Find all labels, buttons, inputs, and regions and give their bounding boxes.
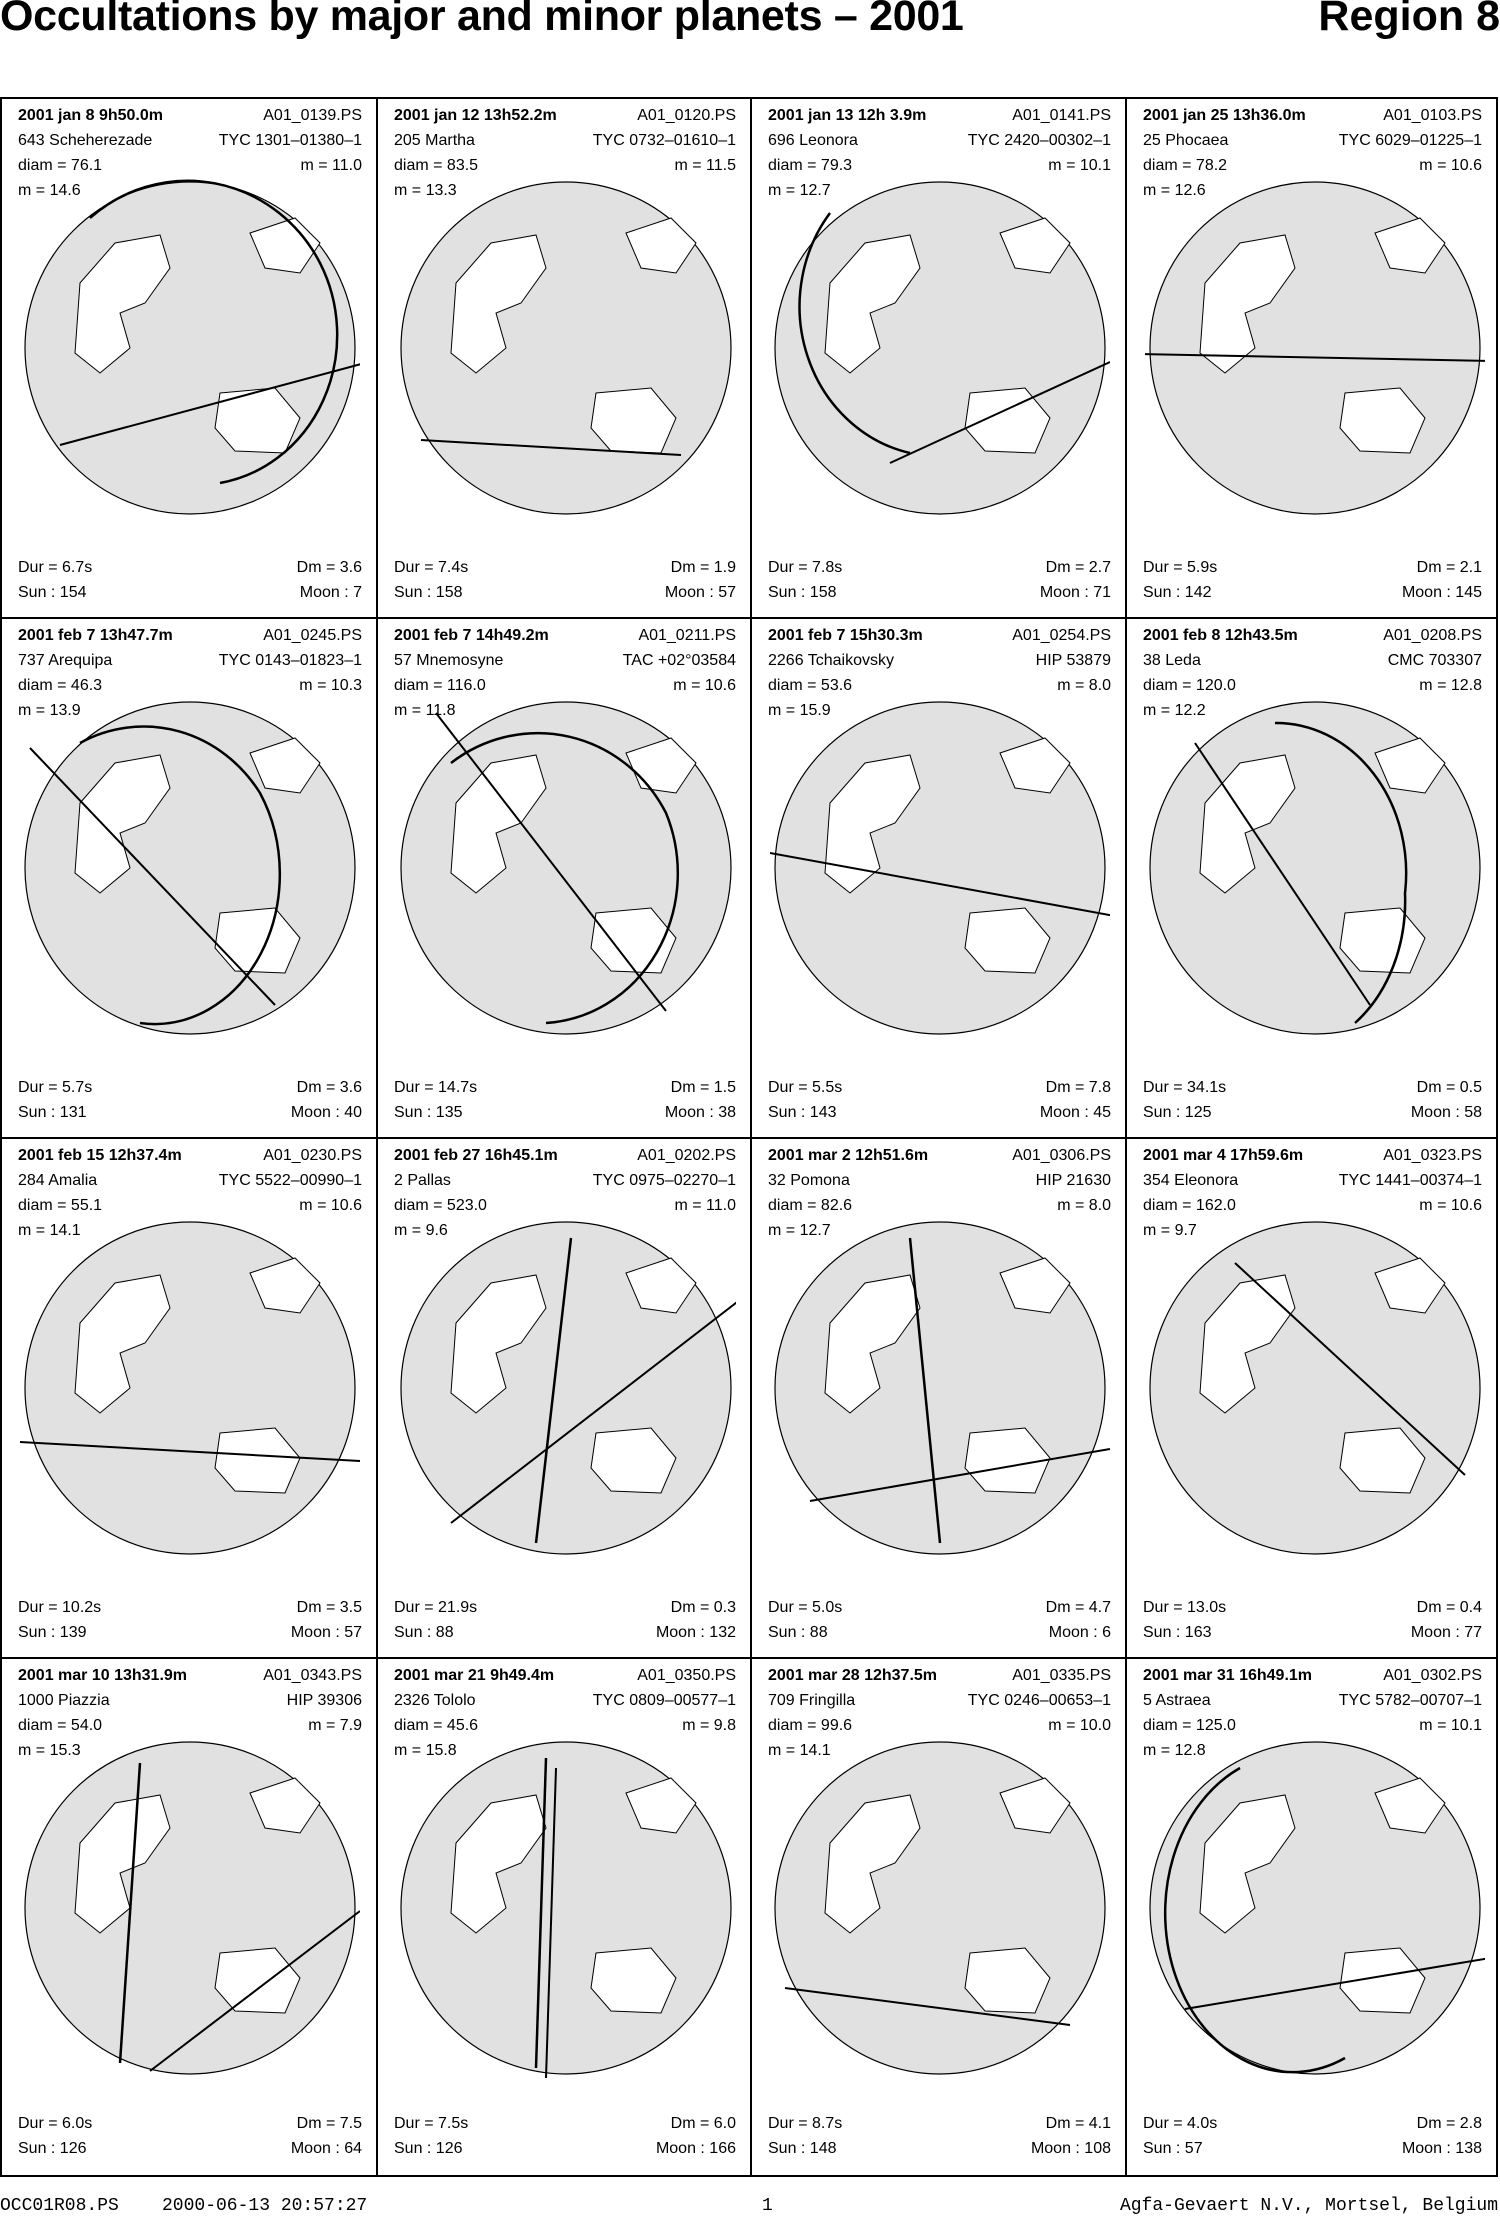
event-date: 2001 feb 27 16h45.1m bbox=[394, 1147, 558, 1164]
star-id: TYC 1301–01380–1 bbox=[218, 132, 362, 149]
magnitude-drop: Dm = 2.7 bbox=[1045, 559, 1111, 576]
star-magnitude: m = 10.6 bbox=[1419, 157, 1482, 174]
event-cell bbox=[1127, 1139, 1496, 1659]
magnitude-drop: Dm = 0.4 bbox=[1416, 1599, 1482, 1616]
event-file: A01_0103.PS bbox=[1383, 107, 1482, 124]
star-id: TYC 0809–00577–1 bbox=[592, 1692, 736, 1709]
planet-magnitude: m = 15.8 bbox=[394, 1742, 457, 1759]
magnitude-drop: Dm = 1.9 bbox=[670, 559, 736, 576]
cell-text-row bbox=[394, 132, 736, 152]
cell-text-row bbox=[1143, 132, 1482, 152]
event-cell bbox=[2, 1659, 378, 2175]
event-cell bbox=[1127, 619, 1496, 1139]
event-cell bbox=[378, 99, 752, 619]
planet-diameter: diam = 99.6 bbox=[768, 1717, 853, 1734]
planet-name: 57 Mnemosyne bbox=[394, 652, 504, 669]
duration: Dur = 5.9s bbox=[1143, 559, 1218, 576]
cell-text-row bbox=[394, 1079, 736, 1099]
star-magnitude: m = 10.3 bbox=[299, 677, 362, 694]
planet-magnitude: m = 9.6 bbox=[394, 1222, 448, 1239]
event-cell bbox=[752, 99, 1127, 619]
planet-diameter: diam = 45.6 bbox=[394, 1717, 479, 1734]
star-magnitude: m = 11.0 bbox=[300, 157, 362, 174]
cell-text-row bbox=[394, 627, 736, 647]
sun-elongation: Sun : 148 bbox=[768, 2140, 837, 2157]
event-date: 2001 feb 7 15h30.3m bbox=[768, 627, 923, 644]
event-date: 2001 feb 7 14h49.2m bbox=[394, 627, 549, 644]
planet-magnitude: m = 12.6 bbox=[1143, 182, 1206, 199]
cell-text-row bbox=[394, 1104, 736, 1124]
planet-diameter: diam = 83.5 bbox=[394, 157, 479, 174]
star-id: CMC 703307 bbox=[1387, 652, 1482, 669]
sun-elongation: Sun : 57 bbox=[1143, 2140, 1203, 2157]
planet-name: 32 Pomona bbox=[768, 1172, 850, 1189]
planet-name: 354 Eleonora bbox=[1143, 1172, 1239, 1189]
page-header bbox=[0, 0, 1500, 60]
globe-map bbox=[1145, 1213, 1485, 1558]
magnitude-drop: Dm = 3.6 bbox=[296, 559, 362, 576]
planet-diameter: diam = 162.0 bbox=[1143, 1197, 1236, 1214]
moon-elongation: Moon : 38 bbox=[664, 1104, 736, 1121]
globe-map bbox=[396, 1213, 736, 1558]
cell-text-row bbox=[394, 107, 736, 127]
sun-elongation: Sun : 126 bbox=[394, 2140, 463, 2157]
event-date: 2001 mar 4 17h59.6m bbox=[1143, 1147, 1304, 1164]
cell-text-row bbox=[18, 2115, 362, 2135]
region-label: Region 8 bbox=[1318, 0, 1500, 40]
cell-text-row bbox=[1143, 1104, 1482, 1124]
moon-elongation: Moon : 6 bbox=[1048, 1624, 1111, 1641]
event-cell bbox=[378, 1659, 752, 2175]
star-id: HIP 39306 bbox=[286, 1692, 362, 1709]
moon-elongation: Moon : 57 bbox=[290, 1624, 362, 1641]
moon-elongation: Moon : 58 bbox=[1410, 1104, 1482, 1121]
cell-text-row bbox=[768, 2115, 1111, 2135]
duration: Dur = 13.0s bbox=[1143, 1599, 1227, 1616]
star-magnitude: m = 10.1 bbox=[1048, 157, 1111, 174]
cell-text-row bbox=[1143, 584, 1482, 604]
star-magnitude: m = 12.8 bbox=[1419, 677, 1482, 694]
sun-elongation: Sun : 139 bbox=[18, 1624, 87, 1641]
star-magnitude: m = 11.5 bbox=[674, 157, 736, 174]
cell-text-row bbox=[1143, 107, 1482, 127]
cell-text-row bbox=[1143, 627, 1482, 647]
cell-text-row bbox=[1143, 1599, 1482, 1619]
planet-magnitude: m = 15.9 bbox=[768, 702, 831, 719]
magnitude-drop: Dm = 7.8 bbox=[1045, 1079, 1111, 1096]
event-file: A01_0245.PS bbox=[263, 627, 362, 644]
cell-text-row bbox=[18, 1624, 362, 1644]
event-date: 2001 jan 13 12h 3.9m bbox=[768, 107, 927, 124]
event-date: 2001 mar 21 9h49.4m bbox=[394, 1667, 555, 1684]
cell-text-row bbox=[394, 1147, 736, 1167]
event-file: A01_0323.PS bbox=[1383, 1147, 1482, 1164]
event-file: A01_0302.PS bbox=[1383, 1667, 1482, 1684]
planet-name: 2266 Tchaikovsky bbox=[768, 652, 894, 669]
planet-magnitude: m = 12.8 bbox=[1143, 1742, 1206, 1759]
cell-text-row bbox=[18, 1104, 362, 1124]
globe-map bbox=[396, 173, 736, 518]
star-magnitude: m = 9.8 bbox=[682, 1717, 736, 1734]
globe-map bbox=[396, 693, 736, 1038]
cell-text-row bbox=[18, 107, 362, 127]
star-magnitude: m = 10.6 bbox=[299, 1197, 362, 1214]
planet-diameter: diam = 523.0 bbox=[394, 1197, 487, 1214]
cell-text-row bbox=[18, 1667, 362, 1687]
moon-elongation: Moon : 45 bbox=[1039, 1104, 1111, 1121]
event-file: A01_0202.PS bbox=[637, 1147, 736, 1164]
cell-text-row bbox=[18, 559, 362, 579]
planet-diameter: diam = 120.0 bbox=[1143, 677, 1236, 694]
moon-elongation: Moon : 138 bbox=[1401, 2140, 1482, 2157]
planet-diameter: diam = 116.0 bbox=[394, 677, 486, 694]
cell-text-row bbox=[18, 1692, 362, 1712]
cell-text-row bbox=[1143, 1172, 1482, 1192]
planet-diameter: diam = 76.1 bbox=[18, 157, 103, 174]
planet-magnitude: m = 12.2 bbox=[1143, 702, 1206, 719]
planet-name: 284 Amalia bbox=[18, 1172, 98, 1189]
event-file: A01_0141.PS bbox=[1012, 107, 1111, 124]
event-cell bbox=[378, 1139, 752, 1659]
duration: Dur = 5.7s bbox=[18, 1079, 93, 1096]
planet-magnitude: m = 13.9 bbox=[18, 702, 81, 719]
cell-text-row bbox=[1143, 559, 1482, 579]
planet-magnitude: m = 12.7 bbox=[768, 182, 831, 199]
event-cell bbox=[378, 619, 752, 1139]
duration: Dur = 5.0s bbox=[768, 1599, 843, 1616]
duration: Dur = 7.5s bbox=[394, 2115, 469, 2132]
cell-text-row bbox=[18, 2140, 362, 2160]
star-magnitude: m = 8.0 bbox=[1057, 1197, 1111, 1214]
globe-map bbox=[20, 173, 360, 518]
planet-name: 709 Fringilla bbox=[768, 1692, 856, 1709]
star-id: HIP 21630 bbox=[1035, 1172, 1111, 1189]
globe-map bbox=[1145, 693, 1485, 1038]
planet-name: 205 Martha bbox=[394, 132, 475, 149]
magnitude-drop: Dm = 2.1 bbox=[1416, 559, 1482, 576]
cell-text-row bbox=[768, 107, 1111, 127]
planet-name: 5 Astraea bbox=[1143, 1692, 1211, 1709]
duration: Dur = 6.0s bbox=[18, 2115, 93, 2132]
duration: Dur = 10.2s bbox=[18, 1599, 102, 1616]
event-cell bbox=[2, 1139, 378, 1659]
globe-map bbox=[20, 1213, 360, 1558]
cell-text-row bbox=[1143, 2140, 1482, 2160]
event-cell bbox=[1127, 1659, 1496, 2175]
event-file: A01_0208.PS bbox=[1383, 627, 1482, 644]
cell-text-row bbox=[768, 1692, 1111, 1712]
moon-elongation: Moon : 7 bbox=[299, 584, 362, 601]
cell-text-row bbox=[768, 1624, 1111, 1644]
star-magnitude: m = 11.0 bbox=[674, 1197, 736, 1214]
planet-magnitude: m = 14.1 bbox=[18, 1222, 81, 1239]
star-magnitude: m = 7.9 bbox=[308, 1717, 362, 1734]
cell-text-row bbox=[394, 1692, 736, 1712]
moon-elongation: Moon : 132 bbox=[655, 1624, 736, 1641]
planet-diameter: diam = 78.2 bbox=[1143, 157, 1228, 174]
cell-text-row bbox=[768, 652, 1111, 672]
star-magnitude: m = 10.1 bbox=[1419, 1717, 1482, 1734]
footer-page: 1 bbox=[762, 2196, 773, 2216]
planet-diameter: diam = 82.6 bbox=[768, 1197, 853, 1214]
star-magnitude: m = 10.6 bbox=[1419, 1197, 1482, 1214]
cell-text-row bbox=[394, 1172, 736, 1192]
star-id: TYC 5782–00707–1 bbox=[1338, 1692, 1482, 1709]
event-cell bbox=[2, 99, 378, 619]
globe-map bbox=[396, 1733, 736, 2078]
sun-elongation: Sun : 158 bbox=[768, 584, 837, 601]
planet-diameter: diam = 54.0 bbox=[18, 1717, 103, 1734]
cell-text-row bbox=[18, 652, 362, 672]
event-date: 2001 mar 31 16h49.1m bbox=[1143, 1667, 1313, 1684]
cell-text-row bbox=[394, 559, 736, 579]
event-date: 2001 jan 8 9h50.0m bbox=[18, 107, 163, 124]
event-cell bbox=[2, 619, 378, 1139]
magnitude-drop: Dm = 3.6 bbox=[296, 1079, 362, 1096]
star-magnitude: m = 10.0 bbox=[1048, 1717, 1111, 1734]
moon-elongation: Moon : 71 bbox=[1039, 584, 1111, 601]
event-file: A01_0335.PS bbox=[1012, 1667, 1111, 1684]
planet-magnitude: m = 14.6 bbox=[18, 182, 81, 199]
duration: Dur = 8.7s bbox=[768, 2115, 843, 2132]
event-file: A01_0254.PS bbox=[1012, 627, 1111, 644]
globe-map bbox=[1145, 173, 1485, 518]
globe-map bbox=[20, 1733, 360, 2078]
moon-elongation: Moon : 40 bbox=[290, 1104, 362, 1121]
moon-elongation: Moon : 166 bbox=[655, 2140, 736, 2157]
event-date: 2001 mar 28 12h37.5m bbox=[768, 1667, 938, 1684]
event-date: 2001 feb 7 13h47.7m bbox=[18, 627, 173, 644]
event-file: A01_0230.PS bbox=[263, 1147, 362, 1164]
globe-map bbox=[1145, 1733, 1485, 2078]
sun-elongation: Sun : 158 bbox=[394, 584, 463, 601]
cell-text-row bbox=[768, 1599, 1111, 1619]
star-id: TYC 0975–02270–1 bbox=[592, 1172, 736, 1189]
globe-map bbox=[20, 693, 360, 1038]
sun-elongation: Sun : 154 bbox=[18, 584, 87, 601]
event-date: 2001 feb 8 12h43.5m bbox=[1143, 627, 1298, 644]
event-date: 2001 feb 15 12h37.4m bbox=[18, 1147, 182, 1164]
event-file: A01_0343.PS bbox=[263, 1667, 362, 1684]
cell-text-row bbox=[1143, 1667, 1482, 1687]
star-id: TYC 0246–00653–1 bbox=[967, 1692, 1111, 1709]
duration: Dur = 21.9s bbox=[394, 1599, 478, 1616]
duration: Dur = 5.5s bbox=[768, 1079, 843, 1096]
globe-map bbox=[770, 1733, 1110, 2078]
sun-elongation: Sun : 88 bbox=[768, 1624, 828, 1641]
magnitude-drop: Dm = 2.8 bbox=[1416, 2115, 1482, 2132]
cell-text-row bbox=[1143, 1692, 1482, 1712]
cell-text-row bbox=[1143, 652, 1482, 672]
sun-elongation: Sun : 88 bbox=[394, 1624, 454, 1641]
magnitude-drop: Dm = 1.5 bbox=[670, 1079, 736, 1096]
cell-text-row bbox=[768, 1079, 1111, 1099]
sun-elongation: Sun : 126 bbox=[18, 2140, 87, 2157]
cell-text-row bbox=[768, 559, 1111, 579]
cell-text-row bbox=[18, 1079, 362, 1099]
globe-map bbox=[770, 1213, 1110, 1558]
footer-datetime: 2000-06-13 20:57:27 bbox=[162, 2196, 368, 2216]
event-date: 2001 jan 12 13h52.2m bbox=[394, 107, 557, 124]
planet-name: 2326 Tololo bbox=[394, 1692, 476, 1709]
planet-name: 696 Leonora bbox=[768, 132, 858, 149]
sun-elongation: Sun : 143 bbox=[768, 1104, 837, 1121]
planet-diameter: diam = 55.1 bbox=[18, 1197, 103, 1214]
duration: Dur = 14.7s bbox=[394, 1079, 478, 1096]
cell-text-row bbox=[394, 1599, 736, 1619]
planet-name: 2 Pallas bbox=[394, 1172, 451, 1189]
cell-text-row bbox=[768, 1667, 1111, 1687]
globe-map bbox=[770, 693, 1110, 1038]
event-cell bbox=[752, 1139, 1127, 1659]
cell-text-row bbox=[18, 1172, 362, 1192]
sun-elongation: Sun : 135 bbox=[394, 1104, 463, 1121]
cell-text-row bbox=[1143, 1147, 1482, 1167]
planet-diameter: diam = 46.3 bbox=[18, 677, 103, 694]
cell-text-row bbox=[1143, 1079, 1482, 1099]
sun-elongation: Sun : 125 bbox=[1143, 1104, 1212, 1121]
star-magnitude: m = 8.0 bbox=[1057, 677, 1111, 694]
cell-text-row bbox=[18, 584, 362, 604]
event-cell bbox=[1127, 99, 1496, 619]
cell-text-row bbox=[394, 652, 736, 672]
event-file: A01_0120.PS bbox=[637, 107, 736, 124]
event-date: 2001 jan 25 13h36.0m bbox=[1143, 107, 1306, 124]
globe-map bbox=[770, 173, 1110, 518]
cell-text-row bbox=[18, 1599, 362, 1619]
sun-elongation: Sun : 142 bbox=[1143, 584, 1212, 601]
footer-file: OCC01R08.PS bbox=[0, 2196, 119, 2216]
sun-elongation: Sun : 163 bbox=[1143, 1624, 1212, 1641]
cell-text-row bbox=[394, 2140, 736, 2160]
event-file: A01_0139.PS bbox=[263, 107, 362, 124]
planet-name: 25 Phocaea bbox=[1143, 132, 1229, 149]
duration: Dur = 6.7s bbox=[18, 559, 93, 576]
planet-diameter: diam = 125.0 bbox=[1143, 1717, 1236, 1734]
planet-magnitude: m = 12.7 bbox=[768, 1222, 831, 1239]
magnitude-drop: Dm = 6.0 bbox=[670, 2115, 736, 2132]
star-id: TAC +02°03584 bbox=[622, 652, 736, 669]
event-date: 2001 mar 2 12h51.6m bbox=[768, 1147, 929, 1164]
duration: Dur = 4.0s bbox=[1143, 2115, 1218, 2132]
cell-text-row bbox=[394, 1667, 736, 1687]
cell-text-row bbox=[768, 584, 1111, 604]
cell-text-row bbox=[18, 1147, 362, 1167]
event-file: A01_0350.PS bbox=[637, 1667, 736, 1684]
star-id: TYC 2420–00302–1 bbox=[967, 132, 1111, 149]
magnitude-drop: Dm = 0.3 bbox=[670, 1599, 736, 1616]
cell-text-row bbox=[394, 2115, 736, 2135]
page-title: Occultations by major and minor planets – 2001 bbox=[0, 0, 964, 40]
star-id: TYC 1441–00374–1 bbox=[1338, 1172, 1482, 1189]
cell-text-row bbox=[768, 1104, 1111, 1124]
star-magnitude: m = 10.6 bbox=[673, 677, 736, 694]
cell-text-row bbox=[18, 627, 362, 647]
moon-elongation: Moon : 57 bbox=[664, 584, 736, 601]
star-id: TYC 6029–01225–1 bbox=[1338, 132, 1482, 149]
magnitude-drop: Dm = 3.5 bbox=[296, 1599, 362, 1616]
cell-text-row bbox=[768, 1147, 1111, 1167]
event-file: A01_0211.PS bbox=[638, 627, 736, 644]
cell-text-row bbox=[394, 1624, 736, 1644]
planet-name: 1000 Piazzia bbox=[18, 1692, 110, 1709]
moon-elongation: Moon : 145 bbox=[1401, 584, 1482, 601]
planet-name: 643 Scheherezade bbox=[18, 132, 153, 149]
planet-diameter: diam = 79.3 bbox=[768, 157, 853, 174]
cell-text-row bbox=[394, 584, 736, 604]
magnitude-drop: Dm = 0.5 bbox=[1416, 1079, 1482, 1096]
page-footer bbox=[0, 2192, 1500, 2222]
event-file: A01_0306.PS bbox=[1012, 1147, 1111, 1164]
planet-magnitude: m = 9.7 bbox=[1143, 1222, 1197, 1239]
magnitude-drop: Dm = 4.7 bbox=[1045, 1599, 1111, 1616]
moon-elongation: Moon : 64 bbox=[290, 2140, 362, 2157]
star-id: TYC 0143–01823–1 bbox=[218, 652, 362, 669]
moon-elongation: Moon : 77 bbox=[1410, 1624, 1482, 1641]
cell-text-row bbox=[18, 132, 362, 152]
cell-text-row bbox=[768, 2140, 1111, 2160]
footer-org: Agfa-Gevaert N.V., Mortsel, Belgium bbox=[1119, 2196, 1498, 2216]
cell-text-row bbox=[1143, 1624, 1482, 1644]
magnitude-drop: Dm = 7.5 bbox=[296, 2115, 362, 2132]
duration: Dur = 7.8s bbox=[768, 559, 843, 576]
planet-diameter: diam = 53.6 bbox=[768, 677, 853, 694]
planet-magnitude: m = 11.8 bbox=[394, 702, 456, 719]
planet-name: 38 Leda bbox=[1143, 652, 1201, 669]
planet-magnitude: m = 15.3 bbox=[18, 1742, 81, 1759]
magnitude-drop: Dm = 4.1 bbox=[1045, 2115, 1111, 2132]
planet-name: 737 Arequipa bbox=[18, 652, 113, 669]
duration: Dur = 34.1s bbox=[1143, 1079, 1227, 1096]
event-cell bbox=[752, 619, 1127, 1139]
event-cell bbox=[752, 1659, 1127, 2175]
star-id: TYC 5522–00990–1 bbox=[218, 1172, 362, 1189]
star-id: HIP 53879 bbox=[1035, 652, 1111, 669]
moon-elongation: Moon : 108 bbox=[1030, 2140, 1111, 2157]
star-id: TYC 0732–01610–1 bbox=[592, 132, 736, 149]
cell-text-row bbox=[1143, 2115, 1482, 2135]
cell-text-row bbox=[768, 132, 1111, 152]
sun-elongation: Sun : 131 bbox=[18, 1104, 87, 1121]
cell-text-row bbox=[768, 1172, 1111, 1192]
occultation-grid bbox=[0, 97, 1498, 2177]
duration: Dur = 7.4s bbox=[394, 559, 469, 576]
planet-magnitude: m = 13.3 bbox=[394, 182, 457, 199]
cell-text-row bbox=[768, 627, 1111, 647]
planet-magnitude: m = 14.1 bbox=[768, 1742, 831, 1759]
event-date: 2001 mar 10 13h31.9m bbox=[18, 1667, 188, 1684]
